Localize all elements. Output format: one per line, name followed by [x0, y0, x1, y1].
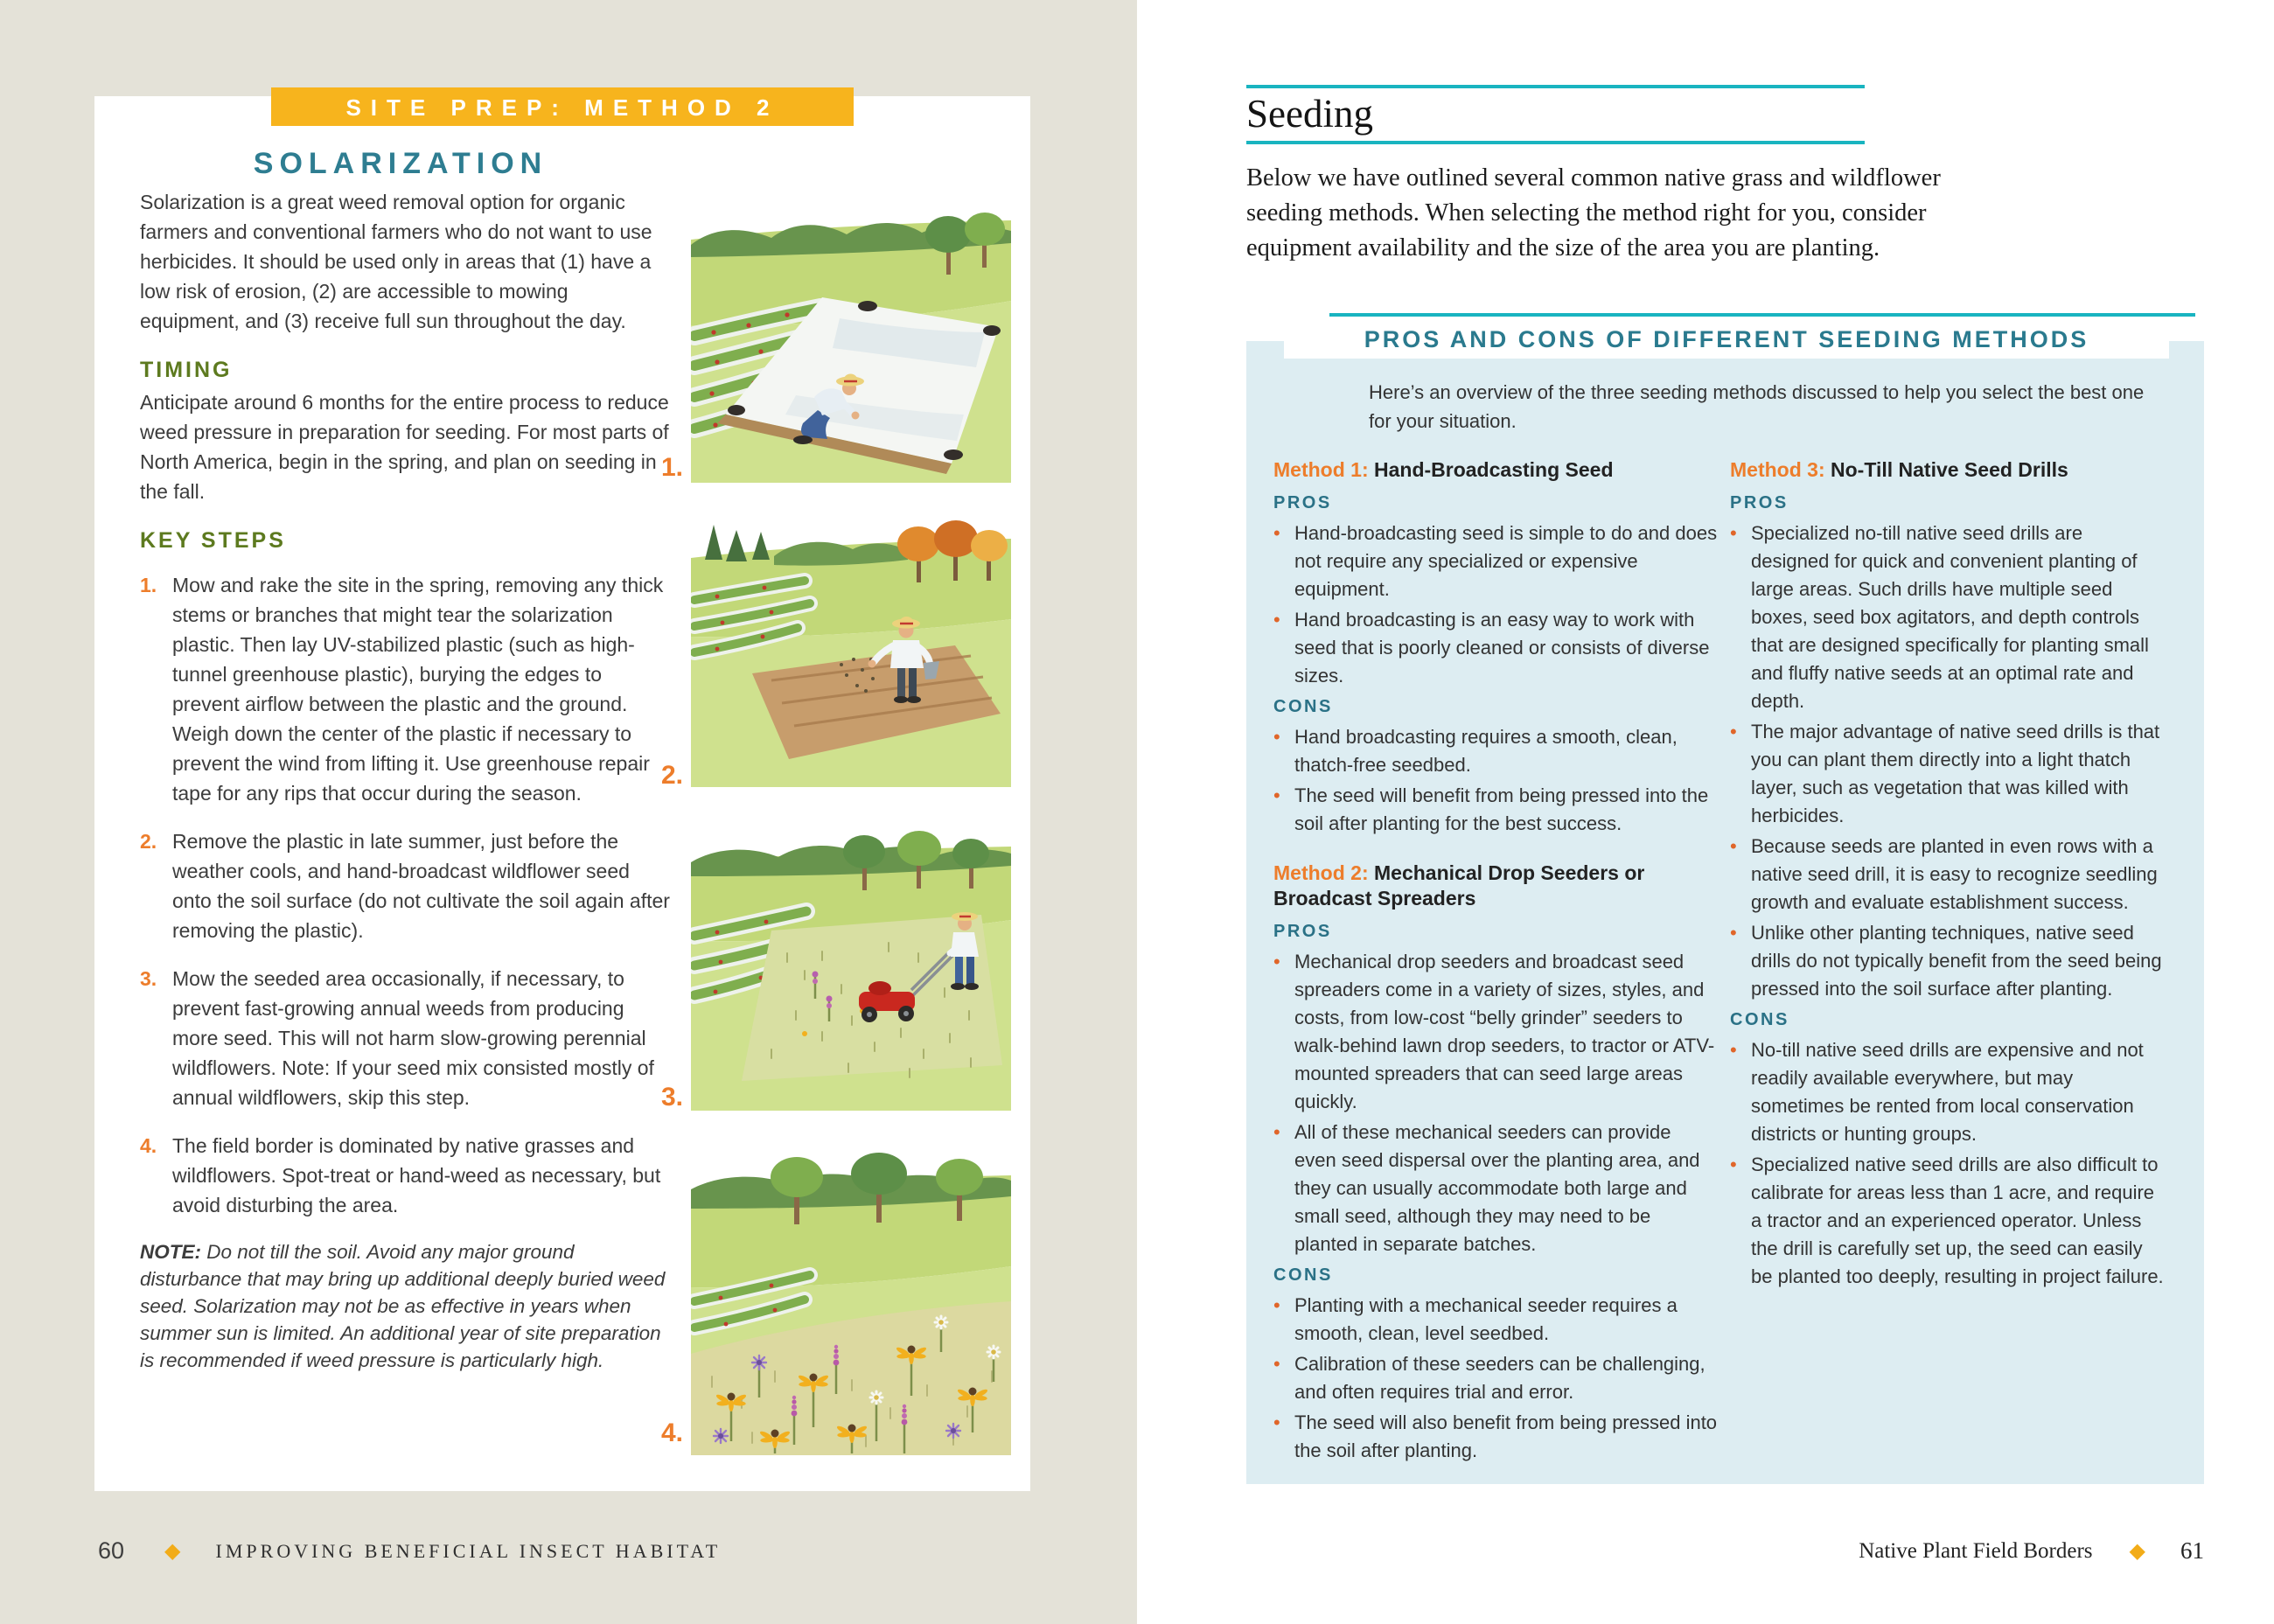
- timing-heading: TIMING: [140, 358, 233, 382]
- method-heading: [1273, 457, 1718, 483]
- pros-cons-title-band: [1284, 320, 2169, 359]
- step-item: [140, 570, 672, 808]
- bullet-icon: [1273, 1409, 1294, 1465]
- pros-heading: PROS: [1730, 493, 1789, 512]
- bullet-text: Hand-broadcasting seed is simple to do and does not require any specialized or expensive equipment.: [1294, 522, 1718, 600]
- bullet-item: [1273, 606, 1718, 690]
- cons-heading: CONS: [1273, 1265, 1333, 1285]
- bullet-item: [1273, 782, 1718, 838]
- step-text: Remove the plastic in late summer, just before the weather cools, and hand-broadcast wildflower seed onto the soil surface (do not cultivate the soil again after removing the plastic).: [172, 830, 670, 942]
- bullet-text: Calibration of these seeders can be challenging, and often requires trial and error.: [1294, 1353, 1706, 1403]
- bullet-text: Unlike other planting techniques, native seed drills do not typically benefit from the seed being pressed into the soil surface after planting.: [1751, 922, 2162, 1000]
- methods-column-left: [1273, 457, 1718, 1467]
- seeding-rule-bottom: [1246, 141, 1865, 144]
- step-number: 4.: [140, 1134, 157, 1157]
- bullet-item: [1730, 1036, 2165, 1148]
- figure-number-1: 1.: [661, 453, 684, 482]
- bullet-text: Specialized native seed drills are also difficult to calibrate for areas less than 1 acre, and require a tractor and an experienced operator. Unless the drill is carefully set up, the seed can easily be planted too deeply, resulting in project failure.: [1751, 1154, 2164, 1287]
- seeding-rule-top: [1246, 85, 1865, 88]
- bullet-icon: [1273, 606, 1294, 690]
- bullet-text: Hand broadcasting is an easy way to work with seed that is poorly cleaned or consists of diverse sizes.: [1294, 609, 1710, 687]
- bullet-text: Planting with a mechanical seeder requires a smooth, clean, level seedbed.: [1294, 1294, 1678, 1344]
- bullet-item: [1273, 519, 1718, 603]
- illustration-step-3-mowing: [691, 813, 1011, 1111]
- cons-heading: CONS: [1730, 1010, 1789, 1029]
- method-heading: [1273, 861, 1718, 911]
- bullet-icon: [1730, 833, 1751, 917]
- page-title: SOLARIZATION: [253, 147, 548, 180]
- step-text: Mow and rake the site in the spring, removing any thick stems or branches that might tear the solarization plastic. Then lay UV-stabilized plastic (such as high-tunnel greenhouse plastic), burying the edges to prevent airflow between the plastic and the ground. Weigh down the center of the plastic if necessary to prevent the wind from lifting it. Use greenhouse repair tape for any rips that occur during the season.: [172, 574, 664, 805]
- bullet-icon: [1273, 1119, 1294, 1258]
- bullet-icon: [1730, 519, 1751, 715]
- intro-paragraph: Solarization is a great weed removal option for organic farmers and conventional farmers who do not want to use herbicides. It should be used only in areas that (1) have a low risk of erosion, (2) are accessible to mowing equipment, and (3) receive full sun throughout the day.: [140, 191, 652, 332]
- illustration-step-4-wildflower-border: [691, 1135, 1011, 1455]
- footer-left-text: IMPROVING BENEFICIAL INSECT HABITAT: [215, 1539, 722, 1562]
- step-text: Mow the seeded area occasionally, if necessary, to prevent fast-growing annual weeds from producing more seed. This will not harm slow-growing perennial wildflowers. Note: If your seed mix consisted mostly of annual wildflowers, skip this step.: [172, 967, 654, 1109]
- method-name: Hand-Broadcasting Seed: [1374, 458, 1614, 481]
- bullet-icon: [1730, 718, 1751, 830]
- step-number: 1.: [140, 574, 157, 596]
- note-paragraph: [140, 1238, 672, 1374]
- method-block-1: [1273, 457, 1718, 838]
- pros-list: [1730, 519, 2165, 1003]
- step-item: [140, 1131, 672, 1220]
- key-steps-list: [140, 570, 672, 1220]
- bullet-text: All of these mechanical seeders can provide even seed dispersal over the planting area, and they can usually accommodate both large and small seed, although they may need to be planted in separate batches.: [1294, 1121, 1700, 1255]
- method-name: Mechanical Drop Seeders or Broadcast Spreaders: [1273, 861, 1645, 910]
- page-number-left: 60: [98, 1537, 125, 1564]
- bullet-icon: [1730, 919, 1751, 1003]
- seeding-intro: Below we have outlined several common native grass and wildflower seeding methods. When selecting the method right for you, consider equipment availability and the size of the area you are planting.: [1246, 164, 1941, 261]
- method-block-2: [1273, 861, 1718, 1465]
- diamond-icon: ◆: [2129, 1539, 2145, 1563]
- pros-cons-intro: Here’s an overview of the three seeding methods discussed to help you select the best one for your situation.: [1369, 381, 2145, 432]
- bullet-icon: [1273, 723, 1294, 779]
- timing-paragraph: Anticipate around 6 months for the entire process to reduce weed pressure in preparation for seeding. For most parts of North America, begin in the spring, and plan on seeding in the fall.: [140, 391, 669, 503]
- bullet-item: [1273, 1409, 1718, 1465]
- method-block-3: [1730, 457, 2165, 1291]
- bullet-item: [1730, 919, 2165, 1003]
- bullet-text: The seed will benefit from being pressed into the soil after planting for the best success.: [1294, 784, 1709, 834]
- cons-list: [1273, 723, 1718, 838]
- bullet-item: [1273, 1350, 1718, 1406]
- section-banner: SITE PREP: METHOD 2: [271, 87, 854, 126]
- bullet-text: Specialized no-till native seed drills are designed for quick and convenient planting of large areas. Such drills have multiple seed boxes, seed box agitators, and depth controls that are designed specifically for planting small and fluffy native seeds at an optimal rate and depth.: [1751, 522, 2149, 712]
- bullet-text: Because seeds are planted in even rows with a native seed drill, it is easy to recognize seedling growth and evaluate establishment success.: [1751, 835, 2158, 913]
- bullet-item: [1730, 1151, 2165, 1291]
- diamond-icon: ◆: [164, 1539, 181, 1563]
- cons-heading: CONS: [1273, 697, 1333, 716]
- step-item: [140, 826, 672, 945]
- bullet-text: No-till native seed drills are expensive and not readily available everywhere, but may sometimes be rented from local conservation districts or hunting groups.: [1751, 1039, 2144, 1145]
- bullet-item: [1730, 833, 2165, 917]
- bullet-item: [1730, 718, 2165, 830]
- bullet-item: [1273, 1119, 1718, 1258]
- method-name: No-Till Native Seed Drills: [1831, 458, 2068, 481]
- page-number-right: 61: [2180, 1537, 2204, 1564]
- pros-cons-title: PROS AND CONS OF DIFFERENT SEEDING METHODS: [1364, 325, 2089, 352]
- method-label: Method 3:: [1730, 458, 1825, 481]
- seeding-title: Seeding: [1246, 92, 1373, 136]
- pros-list: [1273, 948, 1718, 1258]
- footer-right: [1859, 1537, 2204, 1565]
- step-item: [140, 964, 672, 1112]
- bullet-item: [1273, 948, 1718, 1116]
- step-number: 3.: [140, 967, 157, 990]
- illustration-step-2-hand-broadcasting: [691, 505, 1011, 787]
- bullet-item: [1273, 723, 1718, 779]
- bullet-text: The major advantage of native seed drills is that you can plant them directly into a light thatch layer, such as vegetation that was killed with herbicides.: [1751, 721, 2160, 826]
- cons-list: [1273, 1292, 1718, 1465]
- pros-cons-rule: [1329, 313, 2195, 317]
- key-steps-heading: KEY STEPS: [140, 528, 286, 553]
- method-heading: [1730, 457, 2165, 483]
- bullet-icon: [1730, 1036, 1751, 1148]
- note-label: NOTE:: [140, 1241, 201, 1263]
- bullet-icon: [1273, 519, 1294, 603]
- bullet-item: [1730, 519, 2165, 715]
- method-label: Method 1:: [1273, 458, 1369, 481]
- pros-list: [1273, 519, 1718, 690]
- bullet-item: [1273, 1292, 1718, 1348]
- bullet-text: The seed will also benefit from being pressed into the soil after planting.: [1294, 1411, 1718, 1461]
- cons-list: [1730, 1036, 2165, 1291]
- bullet-icon: [1273, 782, 1294, 838]
- step-text: The field border is dominated by native grasses and wildflowers. Spot-treat or hand-weed as necessary, but avoid disturbing the area.: [172, 1134, 661, 1216]
- method-label: Method 2:: [1273, 861, 1369, 884]
- figure-number-2: 2.: [661, 761, 684, 790]
- bullet-icon: [1273, 1350, 1294, 1406]
- pros-heading: PROS: [1273, 922, 1332, 941]
- methods-column-right: [1730, 457, 2165, 1293]
- bullet-icon: [1273, 948, 1294, 1116]
- footer-right-text: Native Plant Field Borders: [1859, 1538, 2093, 1563]
- bullet-text: Hand broadcasting requires a smooth, clean, thatch-free seedbed.: [1294, 726, 1678, 776]
- left-text-column: [140, 187, 672, 1374]
- note-text: Do not till the soil. Avoid any major ground disturbance that may bring up additional deeply buried weed seed. Solarization may not be as effective in years when summer sun is limited. An additional year of site preparation is recommended if weed pressure is particularly high.: [140, 1241, 666, 1371]
- step-number: 2.: [140, 830, 157, 853]
- footer-left: [98, 1537, 721, 1565]
- figure-number-4: 4.: [661, 1418, 684, 1447]
- illustration-step-1-laying-plastic: [691, 194, 1011, 483]
- left-page-card: [94, 96, 1030, 1491]
- bullet-text: Mechanical drop seeders and broadcast seed spreaders come in a variety of sizes, styles, and costs, from low-cost “belly grinder” seeders to walk-behind lawn drop seeders, to tractor or ATV-mounted spreaders that can seed large areas quickly.: [1294, 951, 1715, 1112]
- bullet-icon: [1730, 1151, 1751, 1291]
- bullet-icon: [1273, 1292, 1294, 1348]
- pros-heading: PROS: [1273, 493, 1332, 512]
- figure-number-3: 3.: [661, 1083, 684, 1112]
